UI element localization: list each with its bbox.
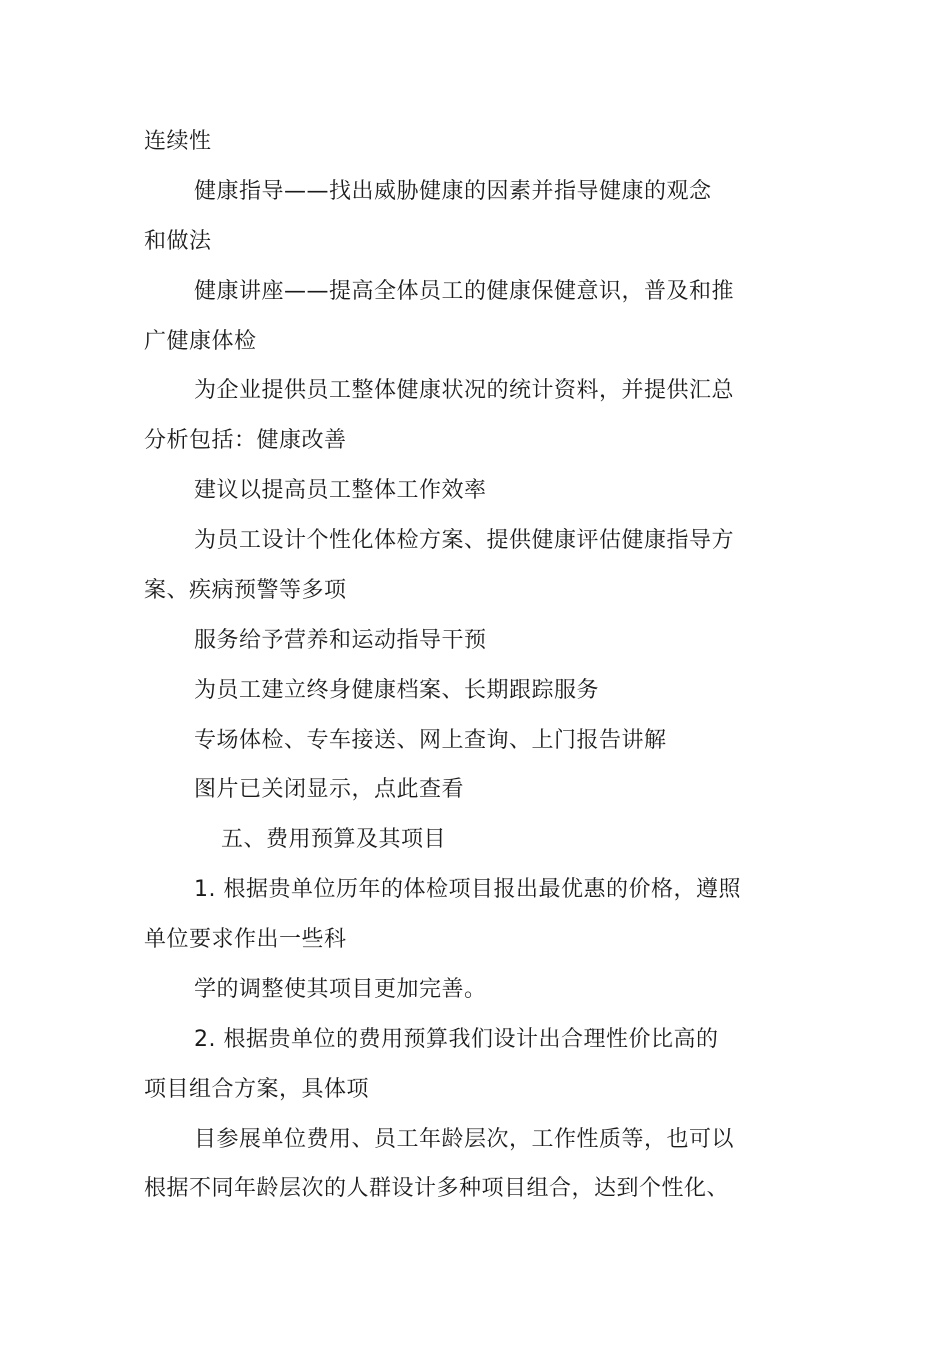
text-line: 2. 根据贵单位的费用预算我们设计出合理性价比高的 <box>194 1027 719 1052</box>
text-line: 目参展单位费用、员工年龄层次，工作性质等，也可以 <box>194 1127 735 1152</box>
text-line: 分析包括：健康改善 <box>144 428 347 453</box>
text-line: 健康指导——找出威胁健康的因素并指导健康的观念 <box>194 179 712 204</box>
text-line: 健康讲座——提高全体员工的健康保健意识，普及和推 <box>194 279 735 304</box>
text-line: 项目组合方案，具体项 <box>144 1077 370 1102</box>
section-heading: 五、费用预算及其项目 <box>221 827 447 852</box>
text-line: 建议以提高员工整体工作效率 <box>194 478 487 503</box>
text-line: 根据不同年龄层次的人群设计多种项目组合，达到个性化、 <box>144 1176 730 1201</box>
text-line: 为员工设计个性化体检方案、提供健康评估健康指导方 <box>194 528 735 553</box>
text-line: 单位要求作出一些科 <box>144 927 347 952</box>
text-line: 案、疾病预警等多项 <box>144 578 347 603</box>
image-placeholder-link[interactable]: 图片已关闭显示，点此查看 <box>194 777 465 802</box>
text-line: 和做法 <box>144 229 212 254</box>
text-line: 专场体检、专车接送、网上查询、上门报告讲解 <box>194 728 667 753</box>
text-line: 服务给予营养和运动指导干预 <box>194 628 487 653</box>
text-line: 连续性 <box>144 129 212 154</box>
text-line: 为员工建立终身健康档案、长期跟踪服务 <box>194 678 600 703</box>
text-line: 1. 根据贵单位历年的体检项目报出最优惠的价格，遵照 <box>194 877 741 902</box>
text-line: 为企业提供员工整体健康状况的统计资料，并提供汇总 <box>194 378 735 403</box>
text-line: 学的调整使其项目更加完善。 <box>194 977 487 1002</box>
text-line: 广健康体检 <box>144 329 257 354</box>
